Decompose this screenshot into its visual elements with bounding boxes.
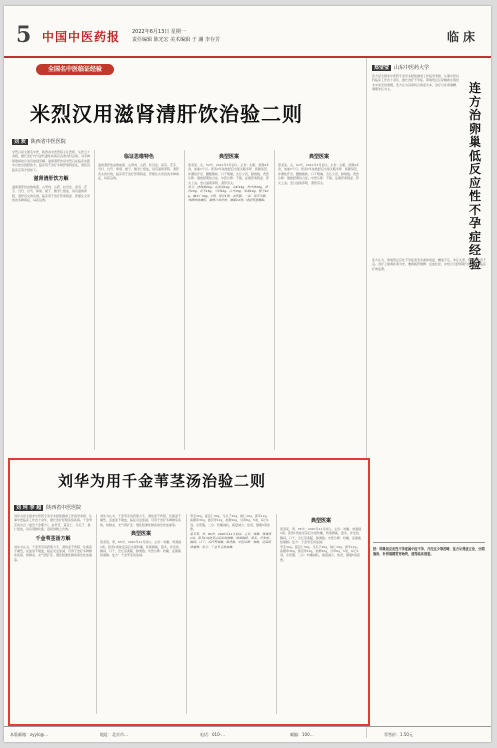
byline-author: 刘 珂 李 超: [16, 505, 42, 511]
section-subhead: 千金苇茎汤方解: [35, 535, 71, 542]
column-banner: 全国名中医临证经验: [36, 64, 114, 75]
masthead: [4, 6, 491, 58]
paper-name: 中国中医药报: [42, 30, 121, 44]
article-column: 苇茎30g，薏苡仁30g，冬瓜子20g，桃仁10g，黄芩12g，鱼腥草30g，浙贝母12g，桔梗10g，甘草6g，5剂，每日1剂，水煎服。二诊：咳嗽减轻，痰量减少，热退，继服5剂而愈。 患者某，男，65岁，2020年11月初诊。主诉：咳嗽、咳黄痰1周。患者1周前受凉后出现咳嗽，咳黄稠痰，量多，伴发热、胸闷、口干，舌红苔黄腻，脉滑数。中医诊断：咳嗽，证属痰热壅肺。处方：千金苇茎汤加减。: [190, 514, 272, 549]
issue-staff: 责任编辑 陈光宏 美术编辑 于 澜 李存芳: [132, 37, 220, 43]
article-liu-huawei: [8, 458, 370, 726]
footer-item: 地址：北京市…: [100, 732, 128, 737]
article-column: 临证思维特色 滋肾清肝饮由熟地黄、山萸肉、山药、牡丹皮、泽泻、茯苓、当归、白芍、柴胡、栀子、酸枣仁组成，具有滋肾养阴、清肝泻火的功效，临床用于治疗肝肾阴虚、肝郁化火所致的多种病证，每获良效。: [98, 154, 180, 181]
article-column: 典型医案 患者某，女，52岁，2021年3月初诊。主诉：失眠、烦躁2年余，加重1个月。患者2年前绝经后出现失眠多梦、烦躁易怒，伴潮热汗出、腰膝酸软、口干咽燥，舌红少苔，脉细数。西医诊断：围绝经期综合征。中医诊断：不寐，证属肝肾阴虚、肝火上炎。治以滋肾养阴、清肝泻火。: [278, 154, 360, 185]
byline-affiliation: 山东中医药大学: [394, 65, 430, 71]
newspaper-page: [4, 6, 491, 742]
byline-author: 刘 欢: [14, 139, 26, 145]
article-byline: [14, 504, 81, 511]
article-column: 连方认为，卵巢低反应性不孕症患者多素体肾虚，精血不足，冲任失养，故卵泡发育不良。治疗上强调补肾为先，兼顾疏肝健脾、活血化瘀，并结合月经周期分期用药，临床疗效显著。: [372, 258, 487, 271]
byline-affiliation: 陕西省中医医院: [46, 505, 82, 511]
article-column: 连方是全国老中医药专家学术经验继承工作指导老师，从事中医妇科临床工作四十余年，擅长治疗不孕症。卵巢低反应是辅助生殖技术中常见的难题，连方认为其病机以肾虚为本，治疗以补肾填精、调理冲任为主。: [372, 74, 460, 92]
issue-date: 2022年6月13日 星期一: [132, 29, 186, 35]
section-subhead: 典型医案: [308, 154, 329, 160]
page-footer: [4, 726, 491, 742]
byline-author: 郑莹莹: [374, 65, 390, 71]
article-headline: 连方治卵巢低反应性不孕症经验: [468, 81, 481, 271]
article-headline: 刘华为用千金苇茎汤治验二则: [58, 472, 267, 490]
article-byline: [12, 138, 66, 145]
article-headline: 米烈汉用滋肾清肝饮治验二则: [30, 102, 303, 126]
footer-item: 电话：010-…: [200, 732, 226, 737]
footer-item: 本版邮箱：zyylc@…: [10, 732, 49, 737]
article-column: 典型医案 患者某，男，65岁，2020年11月初诊。主诉：咳嗽、咳黄痰1周。患者1周前受凉后出现咳嗽，咳黄稠痰，量多，伴发热、胸闷、口干，舌红苔黄腻，脉滑数。中医诊断：咳嗽，证属痰热壅肺。处方：千金苇茎汤加减。 苇茎30g，薏苡仁30g，冬瓜子20g，桃仁10g，黄芩12g，鱼腥草30g，浙贝母12g，桔梗10g，甘草6g，5剂，每日1剂，水煎服。二诊：咳嗽减轻，痰量减少，热退，继服5剂而愈。: [280, 518, 362, 562]
section-subhead: 典型医案: [310, 518, 331, 524]
article-mi-liehan: [10, 58, 362, 462]
section-tag: 临床: [447, 30, 480, 44]
byline-affiliation: 陕西省中医医院: [30, 139, 66, 145]
article-column: 米烈汉是全国名中医，陕西省中医医院主任医师，从医五十余载，擅长治疗内分泌代谢性疾病及各类内科杂病，对多种疑难病的诊治有独到见解。滋肾清肝饮是米烈汉在临床实践中总结出的经验方，临床用于治疗多种肝肾阴虚证，现将其临床应用介绍如下。 滋肾清肝饮方解 滋肾清肝饮由熟地黄、山萸肉、山药、牡丹皮、泽泻、茯苓、当归、白芍、柴胡、栀子、酸枣仁组成，具有滋肾养阴、清肝泻火的功效，临床用于治疗肝肾阴虚、肝郁化火所致的多种病证，每获良效。: [12, 150, 91, 203]
article-column: 刘华为认为，千金苇茎汤药简力专，清热而不伤阴，化痰而不燥烈，活血而不破血，临证灵活加减，可用于治疗多种肺系疾病，如肺炎、支气管扩张、慢性阻塞性肺疾病急性加重等。 典型医案 患者某，男，65岁，2020年11月初诊。主诉：咳嗽、咳黄痰1周。患者1周前受凉后出现咳嗽，咳黄稠痰，量多，伴发热、胸闷、口干，舌红苔黄腻，脉滑数。中医诊断：咳嗽，证属痰热壅肺。处方：千金苇茎汤加减。: [100, 514, 182, 558]
article-column: 刘华为是全国老中医药专家学术经验继承工作指导老师，从事中医临床工作四十余年，擅长治疗呼吸系统疾病。千金苇茎汤出自《备急千金要方》，由苇茎、薏苡仁、冬瓜子、桃仁组成，具有清肺化痰、逐瘀排脓之功效。 千金苇茎汤方解 刘华为认为，千金苇茎汤药简力专，清热而不伤阴，化痰而不燥烈，活血而不破血，临证灵活加减，可用于治疗多种肺系疾病，如肺炎、支气管扩张、慢性阻塞性肺疾病急性加重等。: [14, 514, 93, 562]
section-subhead: 典型医案: [218, 154, 239, 160]
section-subhead: 典型医案: [130, 531, 151, 538]
article-lian-fang: [370, 58, 491, 742]
page-number: 5: [16, 22, 32, 48]
footer-item: 邮编：100…: [290, 732, 314, 737]
article-byline: [372, 64, 429, 71]
article-column: 典型医案 患者某，女，52岁，2021年3月初诊。主诉：失眠、烦躁2年余，加重1个月。患者2年前绝经后出现失眠多梦、烦躁易怒，伴潮热汗出、腰膝酸软、口干咽燥，舌红少苔，脉细数。西医诊断：围绝经期综合征。中医诊断：不寐，证属肝肾阴虚、肝火上炎。治以滋肾养阴、清肝泻火。 处方：熟地黄20g，山萸肉12g，山药15g，牡丹皮10g，泽泻10g，茯苓15g，当归12g，白芍15g，柴胡10g，栀子10g，酸枣仁30g，7剂，每日1剂，水煎服。二诊：患者失眠、烦躁较前减轻，潮热汗出好转，继服14剂，诸症明显缓解。: [188, 154, 270, 203]
section-subhead: 临证思维特色: [123, 154, 154, 160]
section-subhead: 滋肾清肝饮方解: [33, 176, 69, 183]
commentary-box: 按：卵巢低反应性不孕症属中医不孕、月经过少等范畴，连方从肾虚立论，分期施治，补肾填精贯穿始终，值得临床借鉴。: [373, 542, 485, 693]
footer-item: 零售价：1.50元: [384, 732, 413, 737]
